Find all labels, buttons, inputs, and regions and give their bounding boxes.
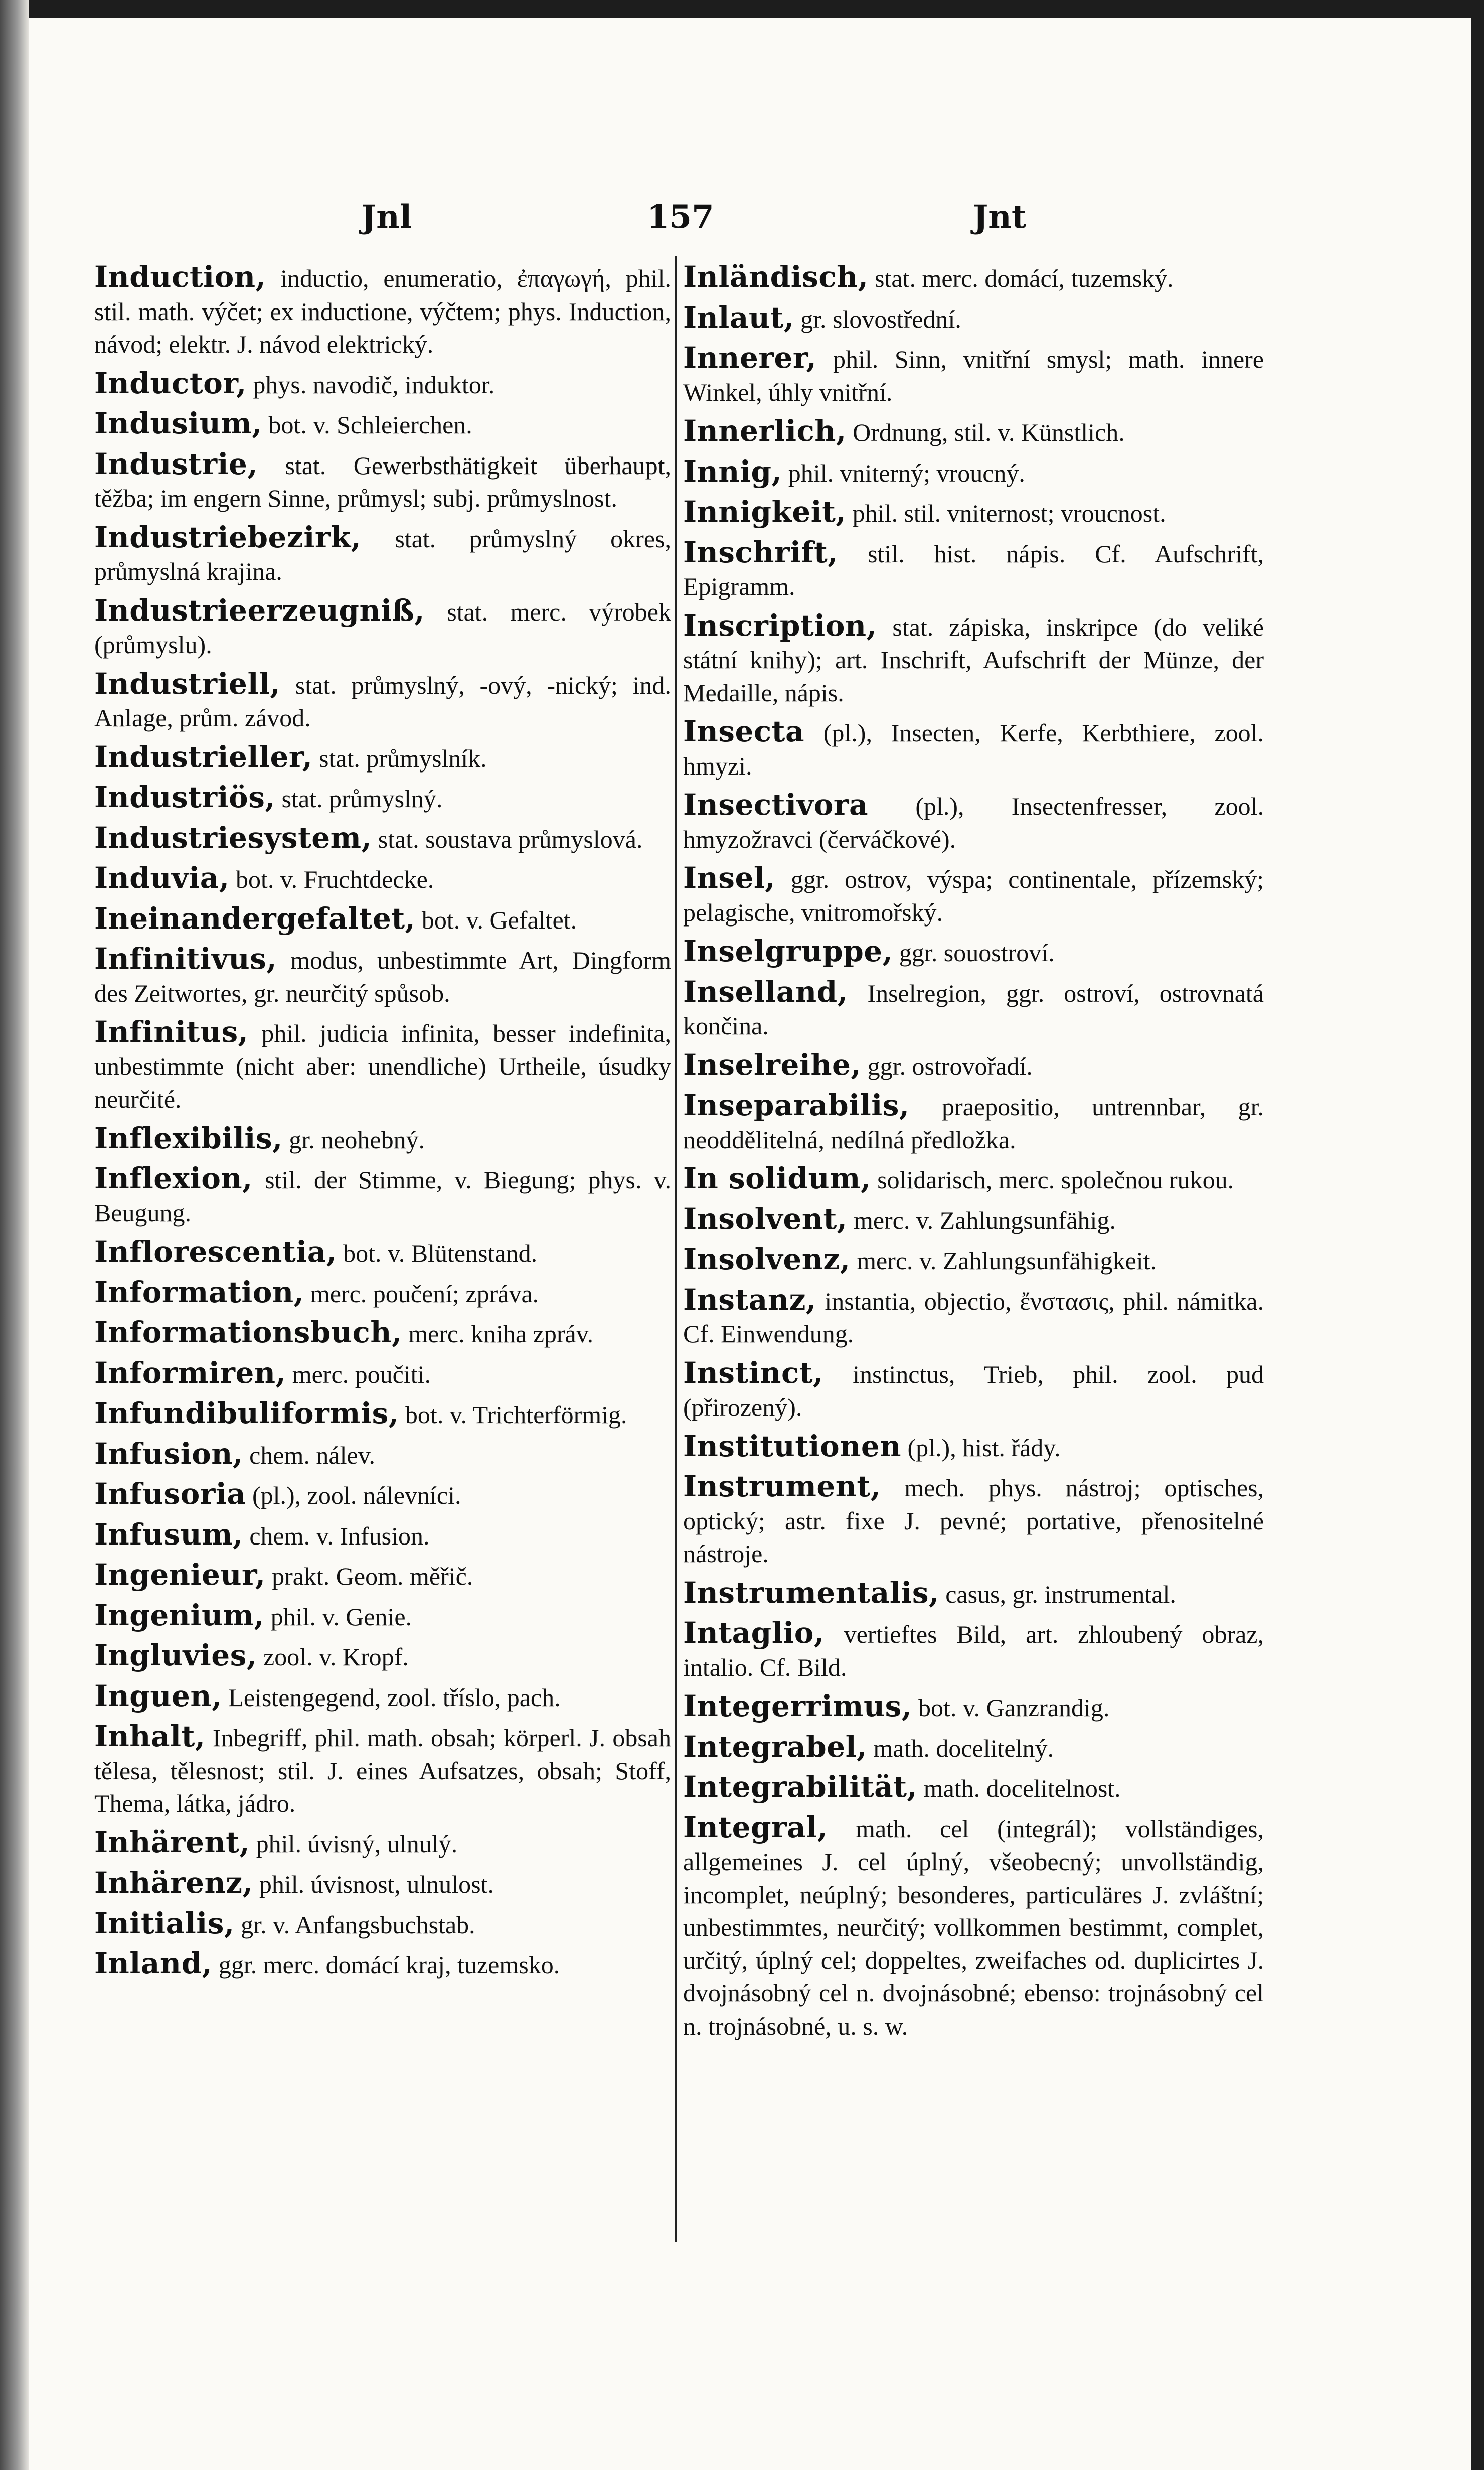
dictionary-entry bbox=[683, 1284, 1264, 1351]
entry-definition: stat. zápiska, inskripce (do veliké státní knihy); art. Inschrift, Aufschrift der Münze, der Medaille, nápis. bbox=[683, 612, 1264, 707]
dictionary-entry bbox=[683, 1162, 1264, 1197]
dictionary-entry bbox=[94, 741, 671, 776]
dictionary-entry bbox=[94, 1316, 671, 1351]
entry-definition: stat. soustava průmyslová. bbox=[372, 825, 643, 853]
entry-headword: Infusoria bbox=[94, 1477, 246, 1511]
entry-definition: math. docelitelný. bbox=[867, 1734, 1054, 1762]
entry-headword: Ingenieur, bbox=[94, 1558, 266, 1592]
dictionary-entry bbox=[94, 1720, 671, 1820]
entry-definition: bot. v. Ganzrandig. bbox=[912, 1693, 1110, 1722]
dictionary-entry bbox=[683, 342, 1264, 409]
entry-headword: Integerrimus, bbox=[683, 1689, 912, 1723]
dictionary-entry bbox=[683, 862, 1264, 929]
entry-definition: chem. nálev. bbox=[243, 1441, 375, 1469]
dictionary-entry bbox=[683, 1811, 1264, 2043]
dictionary-entry bbox=[94, 668, 671, 735]
scan-binding-shadow bbox=[0, 0, 29, 2470]
dictionary-entry bbox=[94, 1867, 671, 1901]
dictionary-entry bbox=[683, 496, 1264, 530]
entry-definition: stat. průmyslný. bbox=[275, 785, 443, 813]
entry-headword: Inselland, bbox=[683, 974, 848, 1009]
dictionary-entry bbox=[94, 1559, 671, 1593]
entry-definition: solidarisch, merc. společnou rukou. bbox=[871, 1166, 1234, 1194]
entry-headword: Indusium, bbox=[94, 406, 262, 440]
entry-definition: stat. průmyslník. bbox=[312, 744, 487, 773]
entry-definition: chem. v. Infusion. bbox=[243, 1521, 430, 1550]
entry-headword: Initialis, bbox=[94, 1906, 235, 1940]
dictionary-entry bbox=[683, 1771, 1264, 1805]
entry-definition: praepositio, untrennbar, gr. neoddělitelná, nedílná předložka. bbox=[683, 1093, 1264, 1154]
entry-definition: (pl.), Insecten, Kerfe, Kerbthiere, zool. hmyzi. bbox=[683, 719, 1264, 780]
dictionary-entry bbox=[94, 1478, 671, 1512]
entry-headword: Integrabilität, bbox=[683, 1770, 918, 1804]
dictionary-entry bbox=[683, 455, 1264, 490]
entry-headword: Industriesystem, bbox=[94, 820, 372, 855]
entry-headword: Innerer, bbox=[683, 341, 817, 375]
entry-definition: gr. neohebný. bbox=[282, 1125, 425, 1154]
entry-definition: math. docelitelnost. bbox=[917, 1774, 1121, 1802]
entry-headword: Inflexion, bbox=[94, 1161, 253, 1195]
dictionary-entry bbox=[683, 789, 1264, 856]
entry-definition: Inselregion, ggr. ostroví, ostrovnatá končina. bbox=[683, 979, 1264, 1040]
dictionary-entry bbox=[683, 715, 1264, 783]
entry-headword: Innerlich, bbox=[683, 414, 847, 448]
entry-definition: casus, gr. instrumental. bbox=[939, 1580, 1176, 1608]
entry-headword: Inselgruppe, bbox=[683, 934, 893, 968]
entry-definition: Ordnung, stil. v. Künstlich. bbox=[846, 418, 1125, 446]
entry-headword: Instrument, bbox=[683, 1469, 881, 1503]
dictionary-entry bbox=[94, 1357, 671, 1392]
page-number: 157 bbox=[647, 198, 714, 236]
dictionary-entry bbox=[683, 935, 1264, 970]
entry-headword: Instanz, bbox=[683, 1282, 816, 1317]
entry-headword: Industrieerzeugniß, bbox=[94, 593, 425, 628]
entry-definition: modus, unbestimmte Art, Dingform des Zeitwortes, gr. neurčitý spůsob. bbox=[94, 946, 671, 1007]
dictionary-entry bbox=[683, 1577, 1264, 1611]
dictionary-entry bbox=[683, 1089, 1264, 1156]
entry-headword: Industrie, bbox=[94, 446, 258, 481]
entry-definition: (pl.), Insectenfresser, zool. hmyzožravci (červáčkové). bbox=[683, 792, 1264, 853]
entry-definition: gr. slovostřední. bbox=[794, 304, 961, 333]
dictionary-entry bbox=[94, 1122, 671, 1157]
entry-headword: Induction, bbox=[94, 260, 266, 294]
dictionary-entry bbox=[94, 1236, 671, 1270]
dictionary-entry bbox=[94, 943, 671, 1010]
entry-definition: phil. úvisný, ulnulý. bbox=[250, 1829, 458, 1858]
dictionary-entry bbox=[683, 1203, 1264, 1238]
entry-headword: Industriös, bbox=[94, 780, 276, 814]
entry-definition: vertieftes Bild, art. zhloubený obraz, intalio. Cf. Bild. bbox=[683, 1620, 1264, 1681]
dictionary-entry bbox=[683, 261, 1264, 295]
entry-headword: Insectivora bbox=[683, 788, 869, 822]
entry-definition: Leistengegend, zool. tříslo, pach. bbox=[222, 1683, 561, 1712]
entry-headword: Inhärent, bbox=[94, 1825, 250, 1860]
entry-headword: Industrieller, bbox=[94, 739, 313, 774]
entry-headword: Industriebezirk, bbox=[94, 520, 362, 554]
entry-definition: phys. navodič, induktor. bbox=[246, 370, 495, 399]
entry-definition: bot. v. Schleierchen. bbox=[262, 411, 472, 439]
entry-definition: instantia, objectio, ἔνστασις, phil. námitka. Cf. Einwendung. bbox=[683, 1287, 1264, 1348]
entry-headword: Inflorescentia, bbox=[94, 1234, 337, 1269]
dictionary-entry bbox=[94, 1016, 671, 1116]
entry-headword: Innigkeit, bbox=[683, 495, 847, 529]
entry-headword: Integrabel, bbox=[683, 1729, 867, 1764]
header-left-guideword: Jnl bbox=[361, 198, 412, 236]
dictionary-entry bbox=[94, 862, 671, 896]
entry-definition: prakt. Geom. měřič. bbox=[265, 1562, 473, 1590]
entry-definition: stil. hist. nápis. Cf. Aufschrift, Epigramm. bbox=[683, 539, 1264, 600]
dictionary-entry bbox=[94, 521, 671, 588]
entry-definition: inductio, enumeratio, ἐπαγωγή, phil. stil. math. výčet; ex inductione, výčtem; phys. Induction, návod; elektr. J. návod elektrický. bbox=[94, 264, 671, 358]
entry-headword: Innig, bbox=[683, 454, 782, 489]
entry-headword: Ingluvies, bbox=[94, 1638, 257, 1672]
entry-headword: Instrumentalis, bbox=[683, 1575, 939, 1610]
entry-definition: stil. der Stimme, v. Biegung; phys. v. Beugung. bbox=[94, 1166, 671, 1227]
dictionary-entry bbox=[683, 1690, 1264, 1725]
entry-headword: Informiren, bbox=[94, 1355, 286, 1390]
dictionary-entry bbox=[683, 1243, 1264, 1278]
entry-definition: zool. v. Kropf. bbox=[257, 1643, 409, 1671]
dictionary-entry bbox=[94, 1907, 671, 1942]
entry-headword: Insolvent, bbox=[683, 1201, 848, 1236]
dictionary-entry bbox=[683, 415, 1264, 449]
entry-headword: Instinct, bbox=[683, 1355, 823, 1390]
entry-definition: bot. v. Blütenstand. bbox=[337, 1239, 538, 1267]
entry-headword: Ingenium, bbox=[94, 1598, 265, 1632]
dictionary-entry bbox=[94, 407, 671, 442]
entry-headword: Integral, bbox=[683, 1810, 828, 1844]
dictionary-entry bbox=[94, 1639, 671, 1674]
entry-definition: phil. vniterný; vroucný. bbox=[782, 458, 1025, 487]
entry-definition: stat. merc. domácí, tuzemský. bbox=[868, 264, 1174, 292]
entry-headword: Infinitus, bbox=[94, 1015, 249, 1049]
entry-definition: ggr. souostroví. bbox=[893, 939, 1055, 967]
dictionary-entry bbox=[94, 448, 671, 515]
entry-headword: Inlaut, bbox=[683, 300, 794, 335]
entry-definition: stat. průmyslný, -ový, -nický; ind. Anlage, prům. závod. bbox=[94, 671, 671, 732]
dictionary-entry bbox=[94, 594, 671, 662]
entry-definition: gr. v. Anfangsbuchstab. bbox=[234, 1910, 475, 1939]
entry-headword: Ineinandergefaltet, bbox=[94, 901, 416, 936]
dictionary-entry bbox=[683, 1049, 1264, 1084]
entry-definition: phil. Sinn, vnitřní smysl; math. innere Winkel, úhly vnitřní. bbox=[683, 345, 1264, 406]
dictionary-entry bbox=[94, 261, 671, 361]
entry-definition: phil. stil. vniternost; vroucnost. bbox=[846, 499, 1166, 527]
entry-headword: Induvia, bbox=[94, 861, 230, 895]
entry-headword: Inguen, bbox=[94, 1678, 222, 1713]
dictionary-entry bbox=[94, 1438, 671, 1472]
scan-top-edge bbox=[0, 0, 1484, 18]
entry-definition: phil. úvisnost, ulnulost. bbox=[253, 1870, 494, 1898]
entry-headword: Infinitivus, bbox=[94, 942, 277, 976]
column-divider bbox=[675, 256, 677, 2242]
entry-definition: merc. poučiti. bbox=[286, 1360, 431, 1388]
entry-headword: Infundibuliformis, bbox=[94, 1396, 399, 1430]
entry-headword: Infusum, bbox=[94, 1517, 243, 1552]
entry-definition: merc. v. Zahlungsunfähigkeit. bbox=[850, 1247, 1157, 1275]
entry-headword: Informationsbuch, bbox=[94, 1315, 402, 1349]
entry-definition: ggr. merc. domácí kraj, tuzemsko. bbox=[212, 1951, 560, 1979]
entry-headword: Insolvenz, bbox=[683, 1242, 851, 1276]
dictionary-entry bbox=[683, 536, 1264, 603]
entry-headword: Information, bbox=[94, 1275, 304, 1309]
dictionary-entry bbox=[94, 1397, 671, 1432]
entry-definition: math. cel (integrál); vollständiges, allgemeines J. cel úplný, všeobecný; unvollständig, incomplet, neúplný; besonderes, particuläres J. zvláštní; unbestimmtes, neurčitý; vollkommen bestimmt, complet, určitý, úplný cel; doppeltes, zweifaches od. duplicirtes J. dvojnásobný cel n. dvojnásobné; ebenso: trojnásobný cel n. trojnásobné, u. s. w. bbox=[683, 1814, 1264, 2040]
header-right-guideword: Jnt bbox=[973, 198, 1027, 236]
entry-definition: Inbegriff, phil. math. obsah; körperl. J. obsah tělesa, tělesnost; stil. J. eines Aufsatzes, obsah; Stoff, Thema, látka, jádro. bbox=[94, 1724, 671, 1817]
dictionary-entry bbox=[683, 609, 1264, 710]
dictionary-entry bbox=[683, 1430, 1264, 1465]
entry-headword: Inschrift, bbox=[683, 535, 838, 569]
entry-definition: (pl.), hist. řády. bbox=[901, 1433, 1061, 1462]
entry-headword: Inductor, bbox=[94, 366, 247, 400]
entry-headword: Inland, bbox=[94, 1946, 213, 1980]
scan-right-edge bbox=[1471, 0, 1484, 2470]
dictionary-entry bbox=[683, 301, 1264, 336]
dictionary-entry bbox=[94, 1162, 671, 1229]
entry-definition: instinctus, Trieb, phil. zool. pud (přirozený). bbox=[683, 1360, 1264, 1421]
entry-definition: bot. v. Gefaltet. bbox=[415, 905, 577, 934]
dictionary-entry bbox=[94, 1680, 671, 1715]
dictionary-entry bbox=[683, 1617, 1264, 1684]
entry-definition: bot. v. Fruchtdecke. bbox=[229, 865, 434, 893]
dictionary-entry bbox=[94, 822, 671, 856]
dictionary-entry bbox=[94, 1518, 671, 1553]
dictionary-entry bbox=[94, 1826, 671, 1861]
entry-definition: stat. Gewerbsthätigkeit überhaupt, těžba; im engern Sinne, průmysl; subj. průmyslnost. bbox=[94, 451, 671, 512]
entry-definition: bot. v. Trichterförmig. bbox=[399, 1401, 627, 1429]
entry-headword: Inhalt, bbox=[94, 1719, 206, 1753]
dictionary-entry bbox=[683, 976, 1264, 1043]
entry-headword: Insel, bbox=[683, 861, 776, 895]
entry-headword: Intaglio, bbox=[683, 1616, 825, 1650]
dictionary-entry bbox=[683, 1731, 1264, 1765]
entry-headword: Insecta bbox=[683, 714, 805, 748]
entry-definition: (pl.), zool. nálevníci. bbox=[246, 1481, 461, 1509]
entry-definition: ggr. ostrovořadí. bbox=[861, 1052, 1033, 1080]
entry-headword: Infusion, bbox=[94, 1436, 243, 1471]
entry-headword: Inländisch, bbox=[683, 260, 869, 294]
entry-definition: merc. v. Zahlungsunfähig. bbox=[847, 1206, 1116, 1234]
entry-definition: phil. v. Genie. bbox=[264, 1602, 412, 1631]
entry-headword: Industriell, bbox=[94, 666, 281, 701]
entry-headword: Inscription, bbox=[683, 608, 877, 643]
entry-headword: Institutionen bbox=[683, 1429, 901, 1463]
entry-headword: In solidum, bbox=[683, 1161, 871, 1195]
entry-definition: stat. průmyslný okres, průmyslná krajina. bbox=[94, 524, 671, 585]
right-column bbox=[683, 261, 1264, 2049]
dictionary-entry bbox=[94, 1276, 671, 1311]
dictionary-entry bbox=[94, 781, 671, 816]
entry-headword: Inflexibilis, bbox=[94, 1121, 283, 1155]
entry-definition: phil. judicia infinita, besser indefinita, unbestimmte (nicht aber: unendliche) Urtheile, úsudky neurčité. bbox=[94, 1019, 671, 1113]
dictionary-entry bbox=[683, 1470, 1264, 1571]
entry-headword: Inselreihe, bbox=[683, 1047, 862, 1082]
entry-definition: merc. kniha zpráv. bbox=[402, 1320, 593, 1348]
dictionary-entry bbox=[94, 902, 671, 937]
dictionary-entry bbox=[94, 1947, 671, 1982]
entry-headword: Inhärenz, bbox=[94, 1866, 253, 1900]
dictionary-entry bbox=[94, 1599, 671, 1634]
dictionary-entry bbox=[94, 367, 671, 402]
left-column bbox=[94, 261, 671, 1988]
entry-definition: ggr. ostrov, výspa; continentale, přízemský; pelagische, vnitromořský. bbox=[683, 865, 1264, 927]
entry-definition: mech. phys. nástroj; optisches, optický; astr. fixe J. pevné; portative, přenositelné nástroje. bbox=[683, 1474, 1264, 1568]
dictionary-entry bbox=[683, 1357, 1264, 1424]
entry-definition: stat. merc. výrobek (průmyslu). bbox=[94, 597, 671, 659]
entry-definition: merc. poučení; zpráva. bbox=[304, 1279, 539, 1308]
running-header bbox=[150, 198, 1319, 238]
entry-headword: Inseparabilis, bbox=[683, 1088, 910, 1122]
